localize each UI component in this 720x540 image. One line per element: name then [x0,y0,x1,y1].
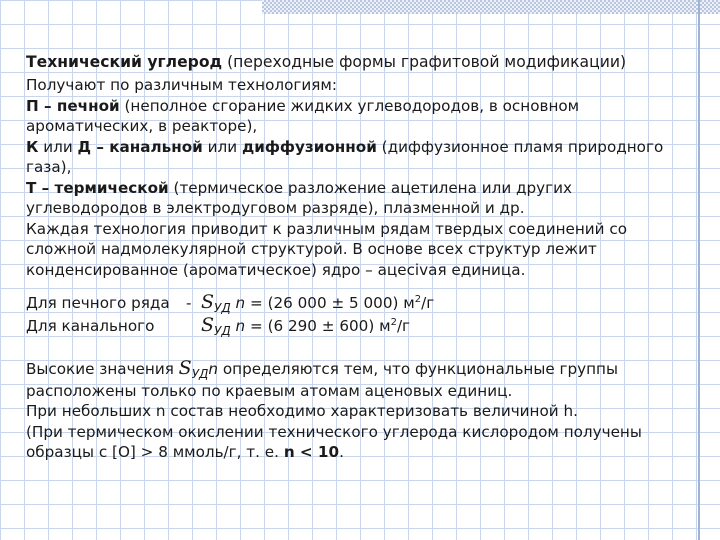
formula-pechnoy-sub: УД [214,301,231,315]
item-kanalnoy-text: (диффузионное пламя природного газа), [26,137,664,176]
formula-kanalnoy-sub: УД [214,324,231,338]
item-kanalnoy-bold-diff: диффузионной [241,137,377,156]
item-termicheskoy [26,178,666,219]
item-kanalnoy-bold-d: Д – канальной [77,137,203,156]
summary-paragraph: Каждая технология приводит к различным рядам твердых соединений со сложной надмолекулярной структурой. В основе всех структур лежит конденсированное (ароматическое) ядро – ацеcivая единица. [26,219,627,279]
conclusion-after: определяются тем, что функциональные группы расположены только по краевым атомам аценовых единиц. [26,360,618,400]
formula-pechnoy-dash: - [186,294,192,312]
item-termicheskoy-text: (термическое разложение ацетилена или других углеводородов в электродуговом разряде), плазменной и др. [26,178,572,217]
conclusion-line3-start: (При термическом окислении технического углерода кислородом получены образцы с [O] > 8 ммоль/г, т. е. [26,422,642,461]
conclusion-line3-end: . [339,443,344,461]
formula-pechnoy-s: S [201,291,215,313]
formula-kanalnoy-eq: = (6 290 ± 600) м [245,317,391,335]
intro-line: Получают по различным технологиям: [26,76,337,94]
item-termicheskoy-bold: Т – термической [26,178,169,197]
conclusion-line3-bold: n < 10 [283,443,340,461]
conclusion-line2: При небольших n состав необходимо характеризовать величиной h. [26,402,578,420]
formula-pechnoy [26,292,666,315]
formula-kanalnoy-s: S [201,314,215,336]
formula-kanalnoy-label: Для канального [26,317,155,335]
item-pechnoy-text: (неполное сгорание жидких углеводородов, в основном ароматических, в реакторе), [26,96,580,135]
formula-kanalnoy-unit: /г [396,317,411,335]
formula-kanalnoy-n: n [235,317,246,335]
item-kanalnoy [26,137,666,178]
conclusion-start: Высокие значения [26,360,179,378]
formula-kanalnoy [26,315,666,338]
conclusion-line3 [26,422,666,463]
formula-pechnoy-label: Для печного ряда [26,294,170,312]
title-bold: Технический углерод [26,53,223,71]
formula-pechnoy-sup: 2 [414,293,422,305]
conclusion-paragraph [26,358,666,401]
formula-pechnoy-n: n [235,294,246,312]
slide-title [26,52,666,72]
formula-pechnoy-unit: /г [421,294,435,312]
conclusion-s: S [178,357,192,379]
item-kanalnoy-or-1: или [38,137,78,156]
item-pechnoy [26,96,666,137]
title-rest: (переходные формы графитовой модификации) [222,53,627,71]
conclusion-n: n [208,360,219,378]
item-pechnoy-bold: П – печной [26,96,120,115]
conclusion-sub: УД [191,367,209,381]
item-kanalnoy-bold-k: К [26,137,39,156]
decorative-top-band [262,0,720,14]
formula-kanalnoy-expr [201,315,410,338]
formula-pechnoy-expr [201,292,434,315]
formula-kanalnoy-sup: 2 [390,316,397,328]
decorative-vertical-line [698,0,700,540]
item-kanalnoy-or-2: или [202,137,242,156]
formula-pechnoy-eq: = (26 000 ± 5 000) м [245,294,415,312]
slide-content [26,52,666,463]
